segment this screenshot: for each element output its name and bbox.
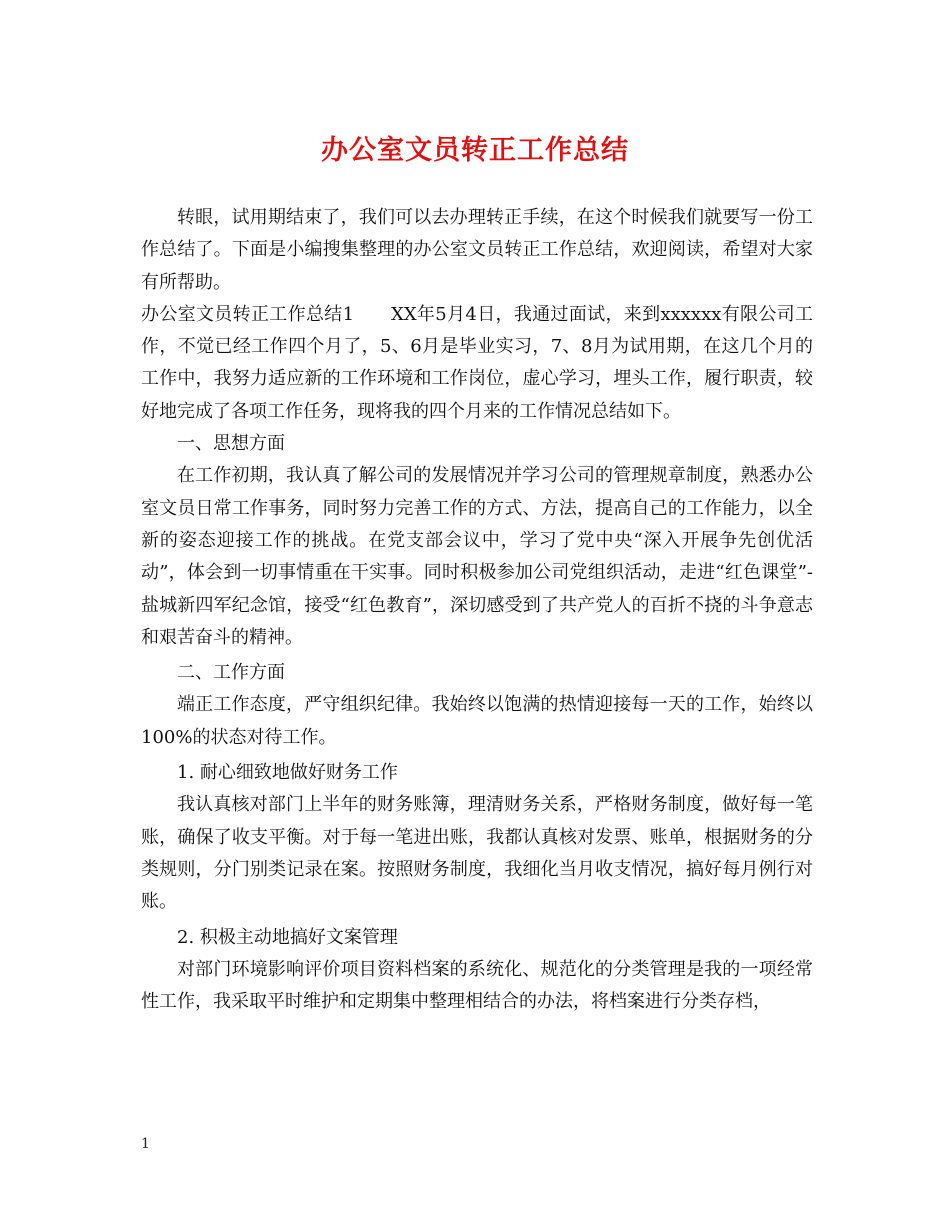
subheading-archive: 2. 积极主动地搞好文案管理 xyxy=(177,926,398,948)
document-title: 办公室文员转正工作总结 xyxy=(321,135,629,166)
page-number: 1 xyxy=(141,1136,150,1152)
archive-paragraph: 对部门环境影响评价项目资料档案的系统化、规范化的分类管理是我的一项经常性工作，我采取平时维护和定期集中整理相结合的办法，将档案进行分类存档， xyxy=(141,958,813,1013)
section-heading-work: 二、工作方面 xyxy=(177,662,285,684)
summary-1-paragraph: 办公室文员转正工作总结1 XX年5月4日，我通过面试，来到xxxxxx有限公司工作，不觉已经工作四个月了，5、6月是毕业实习，7、8月为试用期，在这几个月的工作中，我努力适应新的工作环境和工作岗位，虚心学习，埋头工作，履行职责，较好地完成了各项工作任务，现将我的四个月来的工作情况总结如下。 xyxy=(141,303,813,422)
document-body xyxy=(141,202,813,1018)
subheading-finance: 1. 耐心细致地做好财务工作 xyxy=(177,762,398,784)
intro-paragraph: 转眼，试用期结束了，我们可以去办理转正手续，在这个时候我们就要写一份工作总结了。下面是小编搜集整理的办公室文员转正工作总结，欢迎阅读，希望对大家有所帮助。 xyxy=(141,207,813,293)
finance-paragraph: 我认真核对部门上半年的财务账簿，理清财务关系，严格财务制度，做好每一笔账，确保了收支平衡。对于每一笔进出账，我都认真核对发票、账单，根据财务的分类规则，分门别类记录在案。按照财务制度，我细化当月收支情况，搞好每月例行对账。 xyxy=(141,794,813,913)
thought-paragraph: 在工作初期，我认真了解公司的发展情况并学习公司的管理规章制度，熟悉办公室文员日常工作事务，同时努力完善工作的方式、方法，提高自己的工作能力，以全新的姿态迎接工作的挑战。在党支部会议中，学习了党中央“深入开展争先创优活动”，体会到一切事情重在干实事。同时积极参加公司党组织活动，走进“红色课堂”-盐城新四军纪念馆，接受“红色教育”，深切感受到了共产党人的百折不挠的斗争意志和艰苦奋斗的精神。 xyxy=(141,465,813,648)
section-heading-thought: 一、思想方面 xyxy=(177,433,285,455)
work-attitude-paragraph: 端正工作态度，严守组织纪律。我始终以饱满的热情迎接每一天的工作，始终以100%的状态对待工作。 xyxy=(141,694,813,748)
